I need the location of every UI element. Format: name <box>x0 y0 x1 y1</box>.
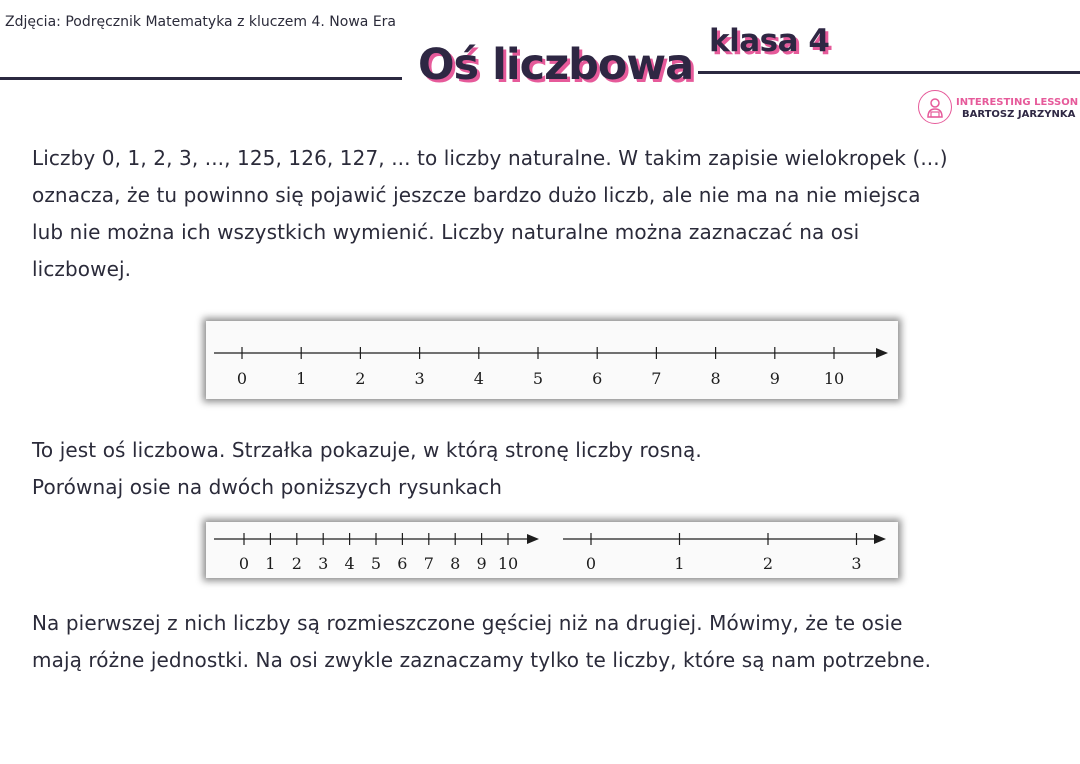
number-line-figure <box>206 321 898 399</box>
brand-logo <box>918 90 1078 130</box>
main-tick-label: 0 <box>236 369 248 388</box>
grade-label: klasa 4 <box>709 23 830 59</box>
sparse-tick-label: 1 <box>674 554 685 573</box>
main-tick-label: 6 <box>592 369 603 388</box>
dense-tick-label: 9 <box>476 554 487 573</box>
conclusion-paragraph <box>32 605 1072 679</box>
dense-tick-label: 7 <box>423 554 434 573</box>
dense-tick-label: 3 <box>318 554 329 573</box>
sparse-tick-label: 0 <box>585 554 597 573</box>
dense-tick-label: 8 <box>450 554 461 573</box>
main-tick-label: 4 <box>473 369 484 388</box>
dense-tick-label: 2 <box>291 554 302 573</box>
dense-tick-label: 1 <box>265 554 276 573</box>
dense-tick-label: 10 <box>497 554 519 573</box>
text-line: Na pierwszej z nich liczby są rozmieszczone gęściej niż na drugiej. Mówimy, że te osie <box>32 611 903 635</box>
text-line: oznacza, że tu powinno się pojawić jeszcze bardzo dużo liczb, ale nie ma na nie miejsca <box>32 183 921 207</box>
number-lines-comparison-figure <box>206 522 898 578</box>
teacher-icon <box>918 90 952 124</box>
main-tick-label: 10 <box>823 369 845 388</box>
sparse-arrowhead <box>874 534 886 544</box>
text-line: Porównaj osie na dwóch poniższych rysunkach <box>32 475 503 499</box>
main-tick-label: 5 <box>532 369 544 388</box>
text-line: To jest oś liczbowa. Strzałka pokazuje, w którą stronę liczby rosną. <box>32 438 702 462</box>
text-line: mają różne jednostki. Na osi zwykle zaznaczamy tylko te liczby, które są nam potrzebne. <box>32 648 932 672</box>
sparse-tick-label: 3 <box>851 554 862 573</box>
main-tick-label: 7 <box>651 369 662 388</box>
brand-author: BARTOSZ JARZYNKA <box>962 109 1076 120</box>
main-tick-label: 1 <box>296 369 307 388</box>
intro-paragraph <box>32 140 1032 288</box>
main-arrowhead <box>876 348 888 358</box>
text-line: lub nie można ich wszystkich wymienić. Liczby naturalne można zaznaczać na osi <box>32 220 860 244</box>
text-line: liczbowej. <box>32 257 132 281</box>
dense-tick-label: 4 <box>344 554 355 573</box>
header-rule-right <box>698 71 1080 74</box>
main-tick-label: 9 <box>769 369 780 388</box>
dense-arrowhead <box>527 534 539 544</box>
dense-tick-label: 6 <box>397 554 408 573</box>
main-tick-label: 8 <box>710 369 721 388</box>
main-tick-label: 3 <box>414 369 425 388</box>
page-title: Oś liczbowa <box>418 40 694 90</box>
number-lines-comparison <box>206 522 898 578</box>
explanation-paragraph <box>32 432 1032 506</box>
main-tick-label: 2 <box>355 369 366 388</box>
sparse-tick-label: 2 <box>762 554 774 573</box>
dense-tick-label: 0 <box>238 554 250 573</box>
photo-credit: Zdjęcia: Podręcznik Matematyka z kluczem 4. Nowa Era <box>5 14 397 30</box>
header-rule-left <box>0 77 402 80</box>
brand-name: INTERESTING LESSON <box>956 97 1079 108</box>
dense-tick-label: 5 <box>370 554 382 573</box>
text-line: Liczby 0, 1, 2, 3, ..., 125, 126, 127, ... to liczby naturalne. W takim zapisie wielokropek (...) <box>32 146 948 170</box>
number-line-main <box>206 321 898 399</box>
